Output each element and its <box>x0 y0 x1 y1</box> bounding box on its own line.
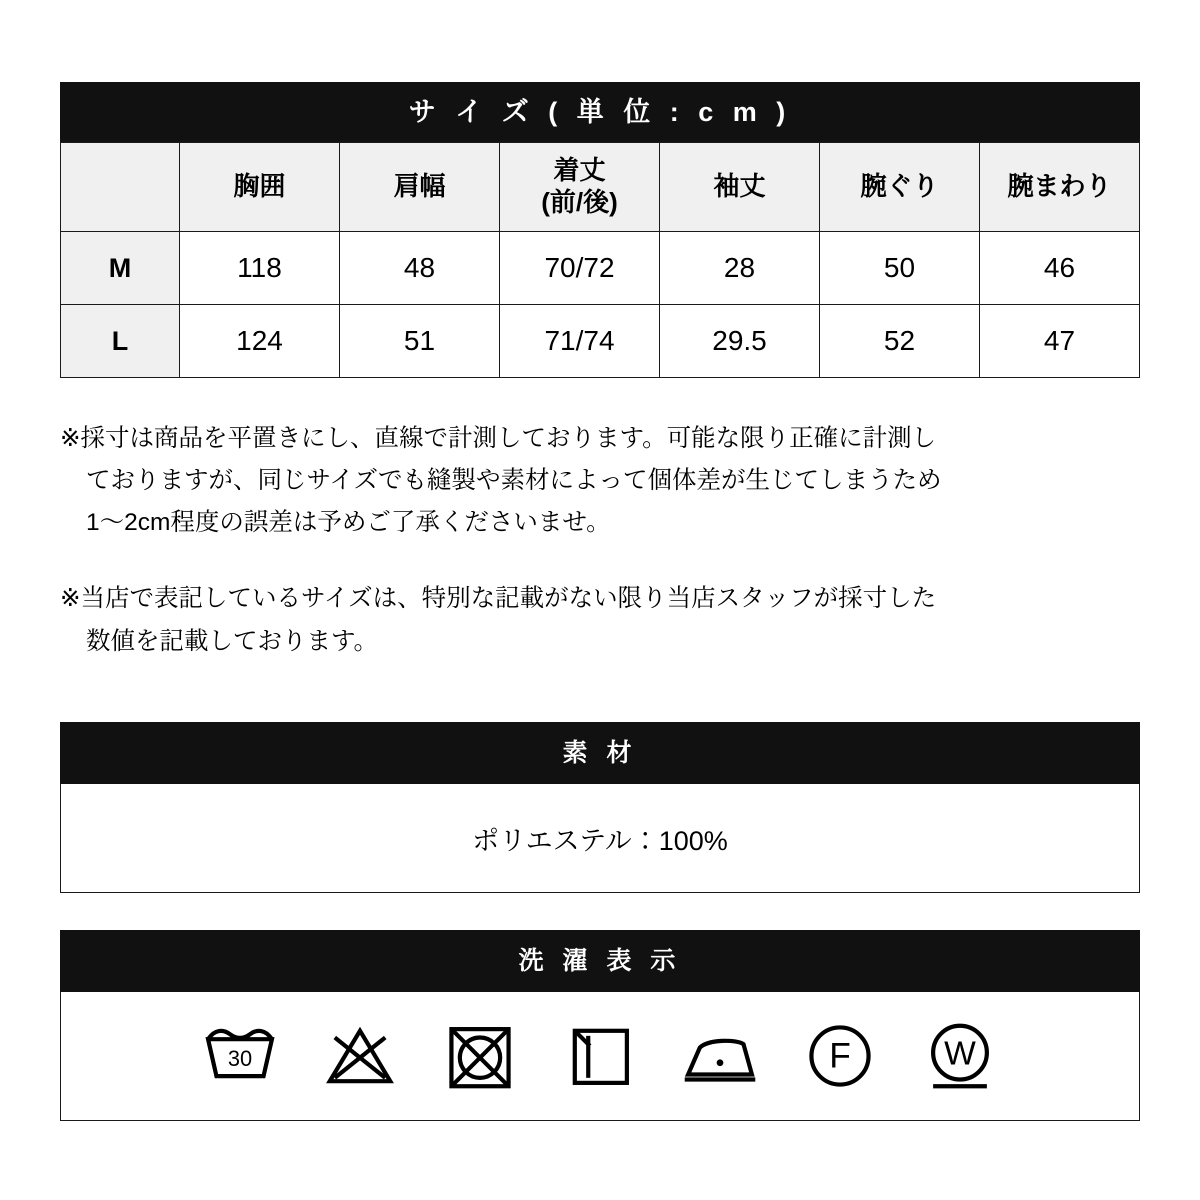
row-size-label: L <box>61 305 180 378</box>
cell-sleeve: 28 <box>660 232 820 305</box>
wash-care-section <box>60 930 1140 1121</box>
size-table <box>60 142 1140 378</box>
table-row <box>61 305 1140 378</box>
table-row <box>61 232 1140 305</box>
cell-length: 70/72 <box>500 232 660 305</box>
cell-arm-circumference: 47 <box>980 305 1140 378</box>
svg-text:F: F <box>829 1036 851 1076</box>
column-header-bust: 胸囲 <box>180 143 340 232</box>
row-size-label: M <box>61 232 180 305</box>
note-line: ※当店で表記しているサイズは、特別な記載がない限り当店スタッフが採寸した <box>60 585 937 613</box>
cell-armhole: 52 <box>820 305 980 378</box>
column-header-length-line1: 着丈 <box>553 155 606 186</box>
measurement-notes <box>60 418 1140 663</box>
size-section-title: サ イ ズ ( 単 位 : c m ) <box>60 82 1140 142</box>
material-value-container <box>60 784 1140 893</box>
column-header-length <box>500 143 660 232</box>
note-line: 1〜2cm程度の誤差は予めご了承くださいませ。 <box>86 509 611 537</box>
material-section-title: 素 材 <box>60 722 1140 784</box>
dry-clean-f-icon <box>798 1014 882 1098</box>
cell-bust: 118 <box>180 232 340 305</box>
cell-arm-circumference: 46 <box>980 232 1140 305</box>
cell-bust: 124 <box>180 305 340 378</box>
cell-shoulder: 48 <box>340 232 500 305</box>
svg-text:W: W <box>944 1035 976 1073</box>
svg-text:30: 30 <box>227 1046 253 1072</box>
column-header-shoulder: 肩幅 <box>340 143 500 232</box>
size-table-head <box>61 143 1140 232</box>
note-paragraph-staff-measured <box>60 578 1140 662</box>
cell-shoulder: 51 <box>340 305 500 378</box>
column-header-armhole: 腕ぐり <box>820 143 980 232</box>
note-line: 数値を記載しております。 <box>86 627 379 655</box>
line-dry-shade-icon <box>558 1014 642 1098</box>
wash-tub-30-icon <box>198 1014 282 1098</box>
cell-armhole: 50 <box>820 232 980 305</box>
size-table-body <box>61 232 1140 378</box>
note-paragraph-measurement <box>60 418 1140 544</box>
cell-sleeve: 29.5 <box>660 305 820 378</box>
wet-clean-w-icon <box>918 1014 1002 1098</box>
no-bleach-triangle-icon <box>318 1014 402 1098</box>
wash-section-title: 洗 濯 表 示 <box>60 930 1140 992</box>
material-value: ポリエステル：100% <box>472 825 728 856</box>
table-header-row <box>61 143 1140 232</box>
no-tumble-dry-icon <box>438 1014 522 1098</box>
size-section <box>60 82 1140 378</box>
wash-icon-row <box>60 992 1140 1121</box>
size-column-corner <box>61 143 180 232</box>
column-header-length-line2: (前/後) <box>541 187 618 217</box>
iron-low-icon <box>678 1014 762 1098</box>
cell-length: 71/74 <box>500 305 660 378</box>
material-section <box>60 722 1140 893</box>
note-line: ておりますが、同じサイズでも縫製や素材によって個体差が生じてしまうため <box>86 467 942 495</box>
note-line: ※採寸は商品を平置きにし、直線で計測しております。可能な限り正確に計測し <box>60 425 937 452</box>
column-header-arm-circumference: 腕まわり <box>980 143 1140 232</box>
column-header-sleeve: 袖丈 <box>660 143 820 232</box>
